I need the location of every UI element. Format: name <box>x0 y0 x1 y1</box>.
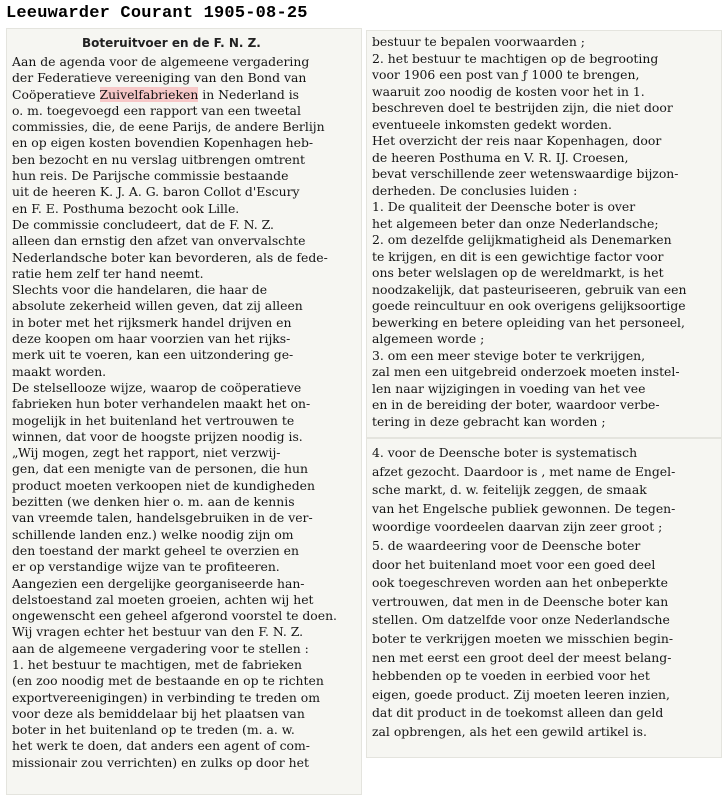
text-line: eigen, goede product. Zij moeten leeren inzien, <box>372 686 670 702</box>
text-line: merk uit te voeren, kan een uitzondering ge- <box>12 347 294 363</box>
text-line: 4. voor de Deensche boter is systematisch <box>372 445 638 460</box>
text-line: Coöperatieve Zuivelfabrieken in Nederland is <box>12 86 300 102</box>
text-line: algemeen worde ; <box>372 331 485 346</box>
text-line: ook toegeschreven worden aan het onbeperkte <box>372 575 668 591</box>
text-line: o. m. toegevoegd een rapport van een tweetal <box>12 102 301 118</box>
text-line: tering in deze gebracht kan worden ; <box>372 413 606 429</box>
text-line: boter in het buitenland op te treden (m. a. w. <box>12 722 295 738</box>
text-line: voor deze als bemiddelaar bij het plaatsen van <box>12 705 305 721</box>
text-line: delstoestand zal moeten groeien, achten wij het <box>12 591 314 607</box>
text-line: commissies, die, de eene Parijs, de andere Berlijn <box>12 119 325 135</box>
text-line: ons beter welslagen op de wereldmarkt, is het <box>372 265 664 280</box>
text-line: fabrieken hun boter verhandelen maakt het on- <box>12 396 311 412</box>
text-line: derheden. De conclusies luiden : <box>372 182 578 198</box>
newspaper-header: Leeuwarder Courant 1905-08-25 <box>6 4 308 23</box>
article-title: Boteruitvoer en de F. N. Z. <box>82 36 261 50</box>
text-line: noodzakelijk, dat pasteuriseeren, gebruik van een <box>372 281 687 297</box>
text-line: en F. E. Posthuma bezocht ook Lille. <box>12 200 240 216</box>
text-line: te krijgen, en dit is een gewichtige factor voor <box>372 248 664 264</box>
text-line: hun reis. De Parijsche commissie bestaande <box>12 168 289 184</box>
text-line: mogelijk in het buitenland het vertrouwen te <box>12 412 295 428</box>
text-line: deze koopen om haar voorzien van het rijks- <box>12 331 291 347</box>
text-line: hebbenden op te voeden in eerbied voor het <box>372 668 650 684</box>
text-line: voor 1906 een post van ƒ 1000 te brengen, <box>372 67 640 82</box>
text-line: missionair zou verrichten) en zulks op door het <box>12 754 309 770</box>
text-line: 5. de waardeering voor de Deensche boter <box>372 537 641 553</box>
text-line: eventueele inkomsten gedekt worden. <box>372 116 612 132</box>
text-line: zal men een uitgebreid onderzoek moeten instel- <box>372 364 680 379</box>
text-line: bewerking en betere opleiding van het personeel, <box>372 314 685 330</box>
text-line: aan de algemeene vergadering voor te stellen : <box>12 640 309 656</box>
text-line: „Wij mogen, zegt het rapport, niet verzwij- <box>12 445 281 461</box>
text-line: dat dit product in de toekomst alleen dan geld <box>372 705 664 721</box>
text-line: Wij vragen echter het bestuur van den F. N. Z. <box>12 624 304 640</box>
text-line: den toestand der markt geheel te overzien en <box>12 542 299 558</box>
text-line: De stelsellooze wijze, waarop de coöperatieve <box>12 379 302 395</box>
text-line: bestuur te bepalen voorwaarden ; <box>372 34 585 49</box>
right-top-text-column <box>372 34 717 430</box>
text-line: (en zoo noodig met de bestaande en op te richten <box>12 673 324 689</box>
text-line: woordige voordeelen daarvan zijn zeer groot ; <box>372 519 663 535</box>
text-line: 1. het bestuur te machtigen, met de fabrieken <box>12 656 302 672</box>
text-line: het algemeen beter dan onze Nederlandsche; <box>372 215 659 231</box>
text-line: en in de bereiding der boter, waardoor verbe- <box>372 397 660 412</box>
text-line: Nederlandsche boter kan bevorderen, als de fede- <box>12 249 328 265</box>
left-text-column <box>12 54 357 771</box>
text-line: door het buitenland moet voor een goed deel <box>372 556 656 572</box>
text-line: zal opbrengen, als het een gewild artikel is. <box>372 723 647 739</box>
text-line: len naar wijzigingen in voeding van het vee <box>372 380 646 396</box>
text-line: 2. het bestuur te machtigen op de begrooting <box>372 50 659 66</box>
text-line: Slechts voor die handelaren, die haar de <box>12 282 268 298</box>
text-line: alleen dan ernstig den afzet van onvervalschte <box>12 233 306 249</box>
text-line: gen, dat een menigte van de personen, die hun <box>12 461 308 477</box>
text-line: van vreemde talen, handelsgebruiken in de ver- <box>12 510 313 526</box>
text-line: maakt worden. <box>12 363 107 379</box>
text-line: schillende landen enz.) welke noodig zijn om <box>12 526 294 542</box>
text-line: 3. om een meer stevige boter te verkrijgen, <box>372 347 646 363</box>
text-line: Aan de agenda voor de algemeene vergadering <box>12 54 310 69</box>
text-line: nen met eerst een groot deel der meest belang- <box>372 649 672 665</box>
text-line: absolute zekerheid willen geven, dat zij alleen <box>12 298 303 314</box>
text-line: van het Engelsche publiek gewonnen. De tegen- <box>372 500 676 516</box>
text-line: goede reincultuur en ook overigens gelijksoortige <box>372 298 686 313</box>
right-bottom-text-column <box>372 444 717 742</box>
text-line: uit de heeren K. J. A. G. baron Collot d'Escury <box>12 184 300 200</box>
text-line: product moeten verkoopen niet de kundigheden <box>12 477 315 493</box>
text-line: waaruit zoo noodig de kosten voor het in 1. <box>372 83 645 99</box>
text-line: sche markt, d. w. feitelijk zeggen, de smaak <box>372 482 647 498</box>
text-line: er op verstandige wijze van te profiteeren. <box>12 559 280 575</box>
text-line: 2. om dezelfde gelijkmatigheid als Denemarken <box>372 232 672 247</box>
text-line: stellen. Om datzelfde voor onze Nederlandsche <box>372 612 670 628</box>
text-line: bevat verschillende zeer wetenswaardige bijzon- <box>372 166 679 181</box>
text-line: het werk te doen, dat anders een agent of com- <box>12 738 310 754</box>
text-line: der Federatieve vereeniging van den Bond van <box>12 70 307 86</box>
text-line: boter te verkrijgen moeten we misschien begin- <box>372 630 674 646</box>
text-line: ongewenscht een geheel afgerond voorstel te doen. <box>12 608 337 624</box>
text-line: Aangezien een dergelijke georganiseerde han- <box>12 575 305 591</box>
text-line: Het overzicht der reis naar Kopenhagen, door <box>372 133 662 148</box>
text-line: 1. De qualiteit der Deensche boter is over <box>372 199 636 214</box>
text-line: exportvereenigingen) in verbinding te treden om <box>12 689 321 705</box>
text-line: vertrouwen, dat men in de Deensche boter kan <box>372 593 669 609</box>
text-line: afzet gezocht. Daardoor is , met name de Engel- <box>372 463 676 479</box>
text-line: in boter met het rijksmerk handel drijven en <box>12 314 292 330</box>
text-line: winnen, dat voor de hoogste prijzen noodig is. <box>12 428 303 444</box>
text-line: ratie hem zelf ter hand neemt. <box>12 265 204 281</box>
text-line: de heeren Posthuma en V. R. IJ. Croesen, <box>372 149 629 165</box>
text-line: en op eigen kosten bovendien Kopenhagen heb- <box>12 135 314 151</box>
text-line: beschreven doel te bestrijden zijn, die niet door <box>372 100 673 115</box>
highlighted-word: Zuivelfabrieken <box>99 86 199 102</box>
text-line: ben bezocht en nu verslag uitbrengen omtrent <box>12 151 305 167</box>
text-line: De commissie concludeert, dat de F. N. Z. <box>12 216 274 232</box>
text-fragment: in Nederland is <box>198 86 300 102</box>
text-line: bezitten (we denken hier o. m. aan de kennis <box>12 494 295 510</box>
